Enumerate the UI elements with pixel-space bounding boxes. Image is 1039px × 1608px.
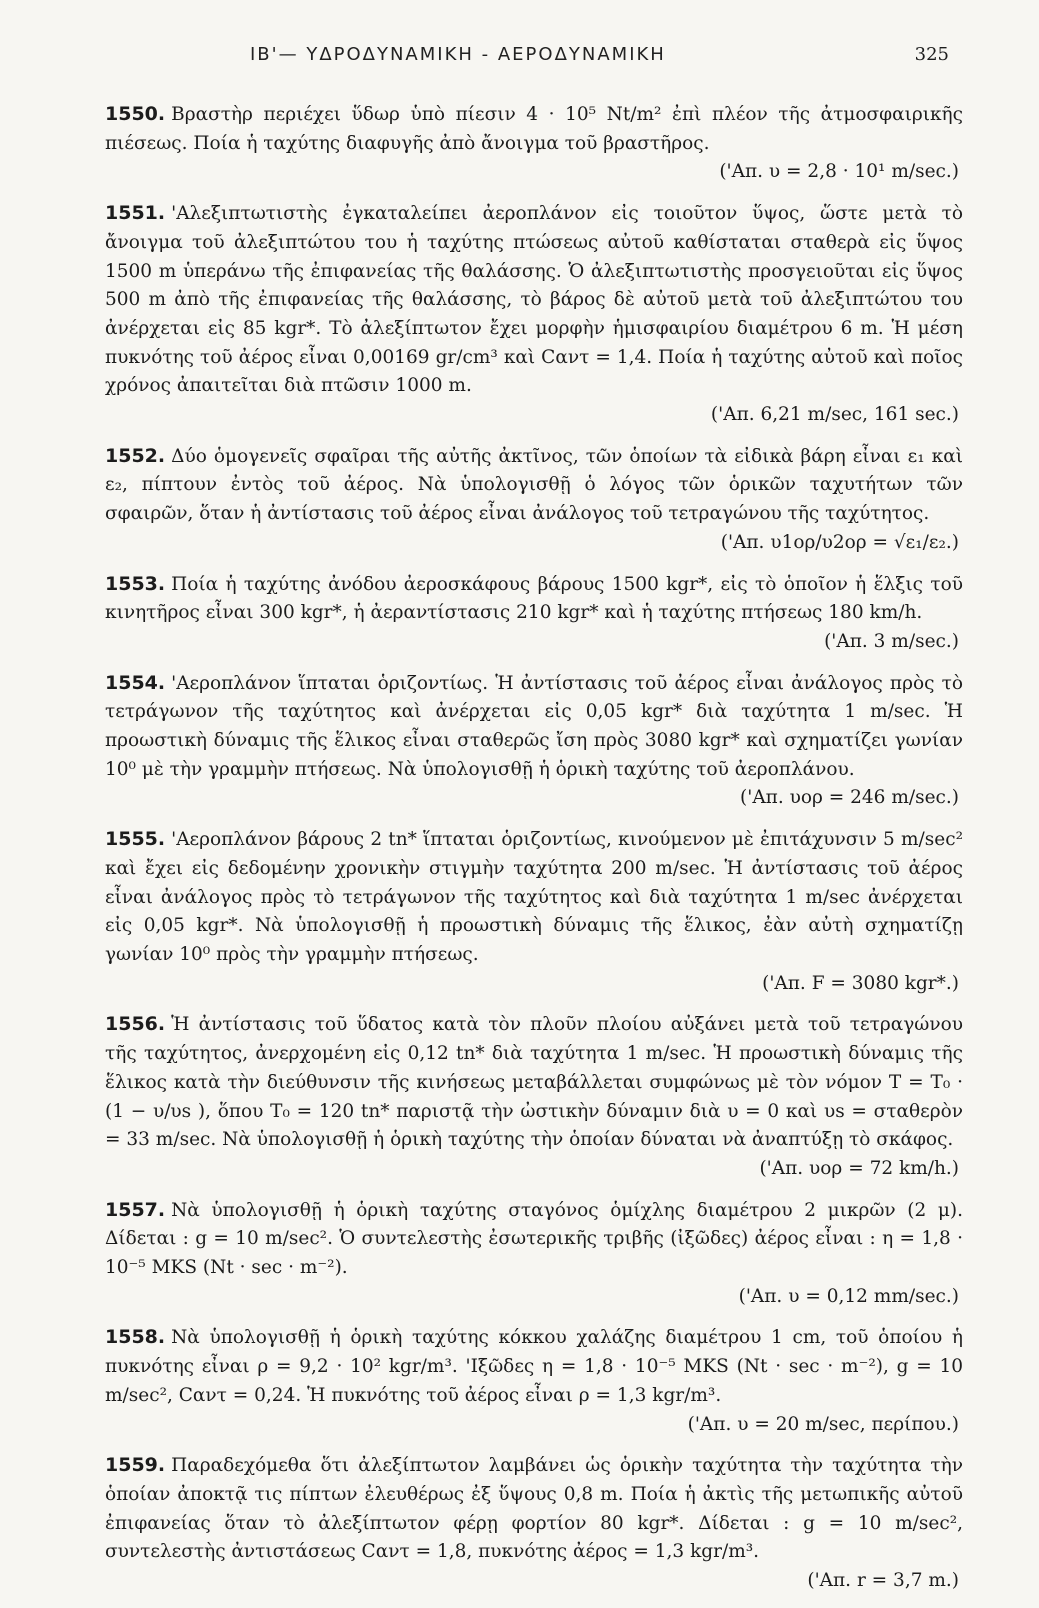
problem-1556 <box>105 1010 963 1183</box>
problem-text: Βραστὴρ περιέχει ὕδωρ ὑπὸ πίεσιν 4 · 10⁵ Nt/m² ἐπὶ πλέον τῆς ἀτμοσφαιρικῆς πιέσεως. Ποία ἡ ταχύτης διαφυγῆς ἀπὸ ἄνοιγμα τοῦ βραστῆρος. <box>105 104 963 154</box>
problem-answer: ('Απ. υ = 20 m/sec, περίπου.) <box>687 1413 959 1435</box>
problem-answer: ('Απ. F = 3080 kgr*.) <box>762 972 959 994</box>
problem-answer: ('Απ. υ1ορ/υ2ορ = √ε₁/ε₂.) <box>720 531 959 553</box>
problem-text: 'Αεροπλάνον βάρους 2 tn* ἵπταται ὁριζοντίως, κινούμενον μὲ ἐπιτάχυνσιν 5 m/sec² καὶ ἔχει εἰς δεδομένην χρονικὴν στιγμὴν ταχύτητα 200 m/sec. Ἡ ἀντίστασις τοῦ ἀέρος εἶναι ἀνάλογος πρὸς τὸ τετράγωνον τῆς ταχύτητος καὶ διὰ ταχύτητα 1 m/sec ἀνέρχεται εἰς 0,05 kgr*. Νὰ ὑπολογισθῇ ἡ προωστικὴ δύναμις τῆς ἕλικος, ἐὰν αὐτὴ σχηματίζῃ γωνίαν 10⁰ πρὸς τὴν γραμμὴν πτήσεως. <box>105 829 963 965</box>
problem-1554 <box>105 669 963 814</box>
problem-text: Ποία ἡ ταχύτης ἀνόδου ἀεροσκάφους βάρους 1500 kgr*, εἰς τὸ ὁποῖον ἡ ἕλξις τοῦ κινητῆρος εἶναι 300 kgr*, ἡ ἀεραντίστασις 210 kgr* καὶ ἡ ταχύτης πτήσεως 180 km/h. <box>105 573 963 624</box>
problem-list <box>105 100 963 1608</box>
problem-number: 1552. <box>105 444 166 467</box>
problem-number: 1553. <box>105 572 166 595</box>
running-title: ΙΒ'— ΥΔΡΟΔΥΝΑΜΙΚΗ - ΑΕΡΟΔΥΝΑΜΙΚΗ <box>250 44 666 65</box>
problem-number: 1556. <box>105 1013 166 1036</box>
problem-1550 <box>105 100 963 187</box>
problem-text: Παραδεχόμεθα ὅτι ἀλεξίπτωτον λαμβάνει ὡς ὁρικὴν ταχύτητα τὴν ταχύτητα τὴν ὁποίαν ἀποκτᾷ τις πίπτων ἐλευθέρως ἐξ ὕψους 0,8 m. Ποία ἡ ἀκτὶς τῆς μετωπικῆς αὐτοῦ ἐπιφανείας ὅταν τὸ ἀλεξίπτωτον φέρῃ φορτίον 80 kgr*. Δίδεται : g = 10 m/sec², συντελεστὴς ἀντιστάσεως Cαντ = 1,8, πυκνότης ἀέρος = 1,3 kgr/m³. <box>105 1455 963 1563</box>
problem-number: 1550. <box>105 103 166 125</box>
problem-text: 'Αεροπλάνον ἵπταται ὁριζοντίως. Ἡ ἀντίστασις τοῦ ἀέρος εἶναι ἀνάλογος πρὸς τὸ τετράγωνον τῆς ταχύτητος καὶ ἀνέρχεται εἰς 0,05 kgr* διὰ ταχύτητα 1 m/sec. Ἡ προωστικὴ δύναμις τῆς ἕλικος εἶναι σταθερῶς ἴση πρὸς 3080 kgr* καὶ σχηματίζει γωνίαν 10⁰ μὲ τὴν γραμμὴν πτήσεως. Νὰ ὑπολογισθῇ ἡ ὁρικὴ ταχύτης τοῦ ἀεροπλάνου. <box>105 672 963 780</box>
problem-answer: ('Απ. υορ = 72 km/h.) <box>759 1157 959 1179</box>
problem-answer: ('Απ. r = 3,7 m.) <box>807 1570 959 1592</box>
problem-1557 <box>105 1196 963 1312</box>
problem-answer: ('Απ. 6,21 m/sec, 161 sec.) <box>710 404 959 426</box>
page-header <box>100 44 949 74</box>
problem-number: 1555. <box>105 828 166 851</box>
problem-text: Νὰ ὑπολογισθῇ ἡ ὁρικὴ ταχύτης κόκκου χαλάζης διαμέτρου 1 cm, τοῦ ὁποίου ἡ πυκνότης εἶναι ρ = 9,2 · 10² kgr/m³. 'Ιξῶδες η = 1,8 · 10⁻⁵ MKS (Nt · sec · m⁻²), g = 10 m/sec², Cαντ = 0,24. Ἡ πυκνότης τοῦ ἀέρος εἶναι ρ = 1,3 kgr/m³. <box>105 1327 963 1406</box>
problem-1558 <box>105 1323 963 1439</box>
problem-1552 <box>105 442 963 558</box>
problem-answer: ('Απ. 3 m/sec.) <box>824 630 959 652</box>
problem-text: Δύο ὁμογενεῖς σφαῖραι τῆς αὐτῆς ἀκτῖνος, τῶν ὁποίων τὰ εἰδικὰ βάρη εἶναι ε₁ καὶ ε₂, πίπτουν ἐντὸς τοῦ ἀέρος. Νὰ ὑπολογισθῇ ὁ λόγος τῶν ὁρικῶν ταχυτήτων τῶν σφαιρῶν, ὅταν ἡ ἀντίστασις τοῦ ἀέρος εἶναι ἀνάλογος τοῦ τετραγώνου τῆς ταχύτητος. <box>105 445 963 525</box>
problem-text: 'Αλεξιπτωτιστὴς ἐγκαταλείπει ἀεροπλάνον εἰς τοιοῦτον ὕψος, ὥστε μετὰ τὸ ἄνοιγμα τοῦ ἀλεξιπτώτου του ἡ ταχύτης πτώσεως αὐτοῦ καθίσταται σταθερὰ εἰς ὕψος 1500 m ὑπεράνω τῆς ἐπιφανείας τῆς θαλάσσης. Ὁ ἀλεξιπτωτιστὴς προσγειοῦται εἰς ὕψος 500 m ἀπὸ τῆς ἐπιφανείας τῆς θαλάσσης, τὸ βάρος δὲ αὐτοῦ μετὰ τοῦ ἀλεξιπτώτου του ἀνέρχεται εἰς 85 kgr*. Τὸ ἀλεξίπτωτον ἔχει μορφὴν ἡμισφαιρίου διαμέτρου 6 m. Ἡ μέση πυκνότης τοῦ ἀέρος εἶναι 0,00169 gr/cm³ καὶ Cαντ = 1,4. Ποία ἡ ταχύτης αὐτοῦ καὶ ποῖος χρόνος ἀπαιτεῖται διὰ πτῶσιν 1000 m. <box>105 203 963 397</box>
problem-1559 <box>105 1451 963 1596</box>
page-number: 325 <box>914 44 949 65</box>
problem-1553 <box>105 570 963 657</box>
problem-text: Ἡ ἀντίστασις τοῦ ὕδατος κατὰ τὸν πλοῦν πλοίου αὐξάνει μετὰ τοῦ τετραγώνου τῆς ταχύτητος, ἀνερχομένη εἰς 0,12 tn* διὰ ταχύτητα 1 m/sec. Ἡ προωστικὴ δύναμις τῆς ἕλικος κατὰ τὴν διεύθυνσιν τῆς κινήσεως μεταβάλλεται συμφώνως μὲ τὸν νόμον T = T₀ · (1 − υ/υs ), ὅπου T₀ = 120 tn* παριστᾷ τὴν ὠστικὴν δύναμιν διὰ υ = 0 καὶ υs = σταθερὸν = 33 m/sec. Νὰ ὑπολογισθῇ ἡ ὁρικὴ ταχύτης τὴν ὁποίαν δύναται νὰ ἀναπτύξῃ τὸ σκάφος. <box>105 1014 963 1151</box>
problem-number: 1554. <box>105 671 166 694</box>
problem-number: 1559. <box>105 1454 166 1477</box>
problem-number: 1557. <box>105 1198 166 1221</box>
problem-text: Νὰ ὑπολογισθῇ ἡ ὁρικὴ ταχύτης σταγόνος ὁμίχλης διαμέτρου 2 μικρῶν (2 μ). Δίδεται : g = 10 m/sec². Ὁ συντελεστὴς ἐσωτερικῆς τριβῆς (ἰξῶδες) ἀέρος εἶναι : η = 1,8 · 10⁻⁵ MKS (Nt · sec · m⁻²). <box>105 1199 963 1279</box>
problem-answer: ('Απ. υορ = 246 m/sec.) <box>740 787 959 809</box>
problem-number: 1551. <box>105 202 166 225</box>
problem-answer: ('Απ. υ = 0,12 mm/sec.) <box>738 1285 959 1307</box>
problem-1551 <box>105 199 963 430</box>
problem-answer: ('Απ. υ = 2,8 · 10¹ m/sec.) <box>719 161 959 183</box>
problem-number: 1558. <box>105 1326 166 1349</box>
problem-1555 <box>105 825 963 998</box>
